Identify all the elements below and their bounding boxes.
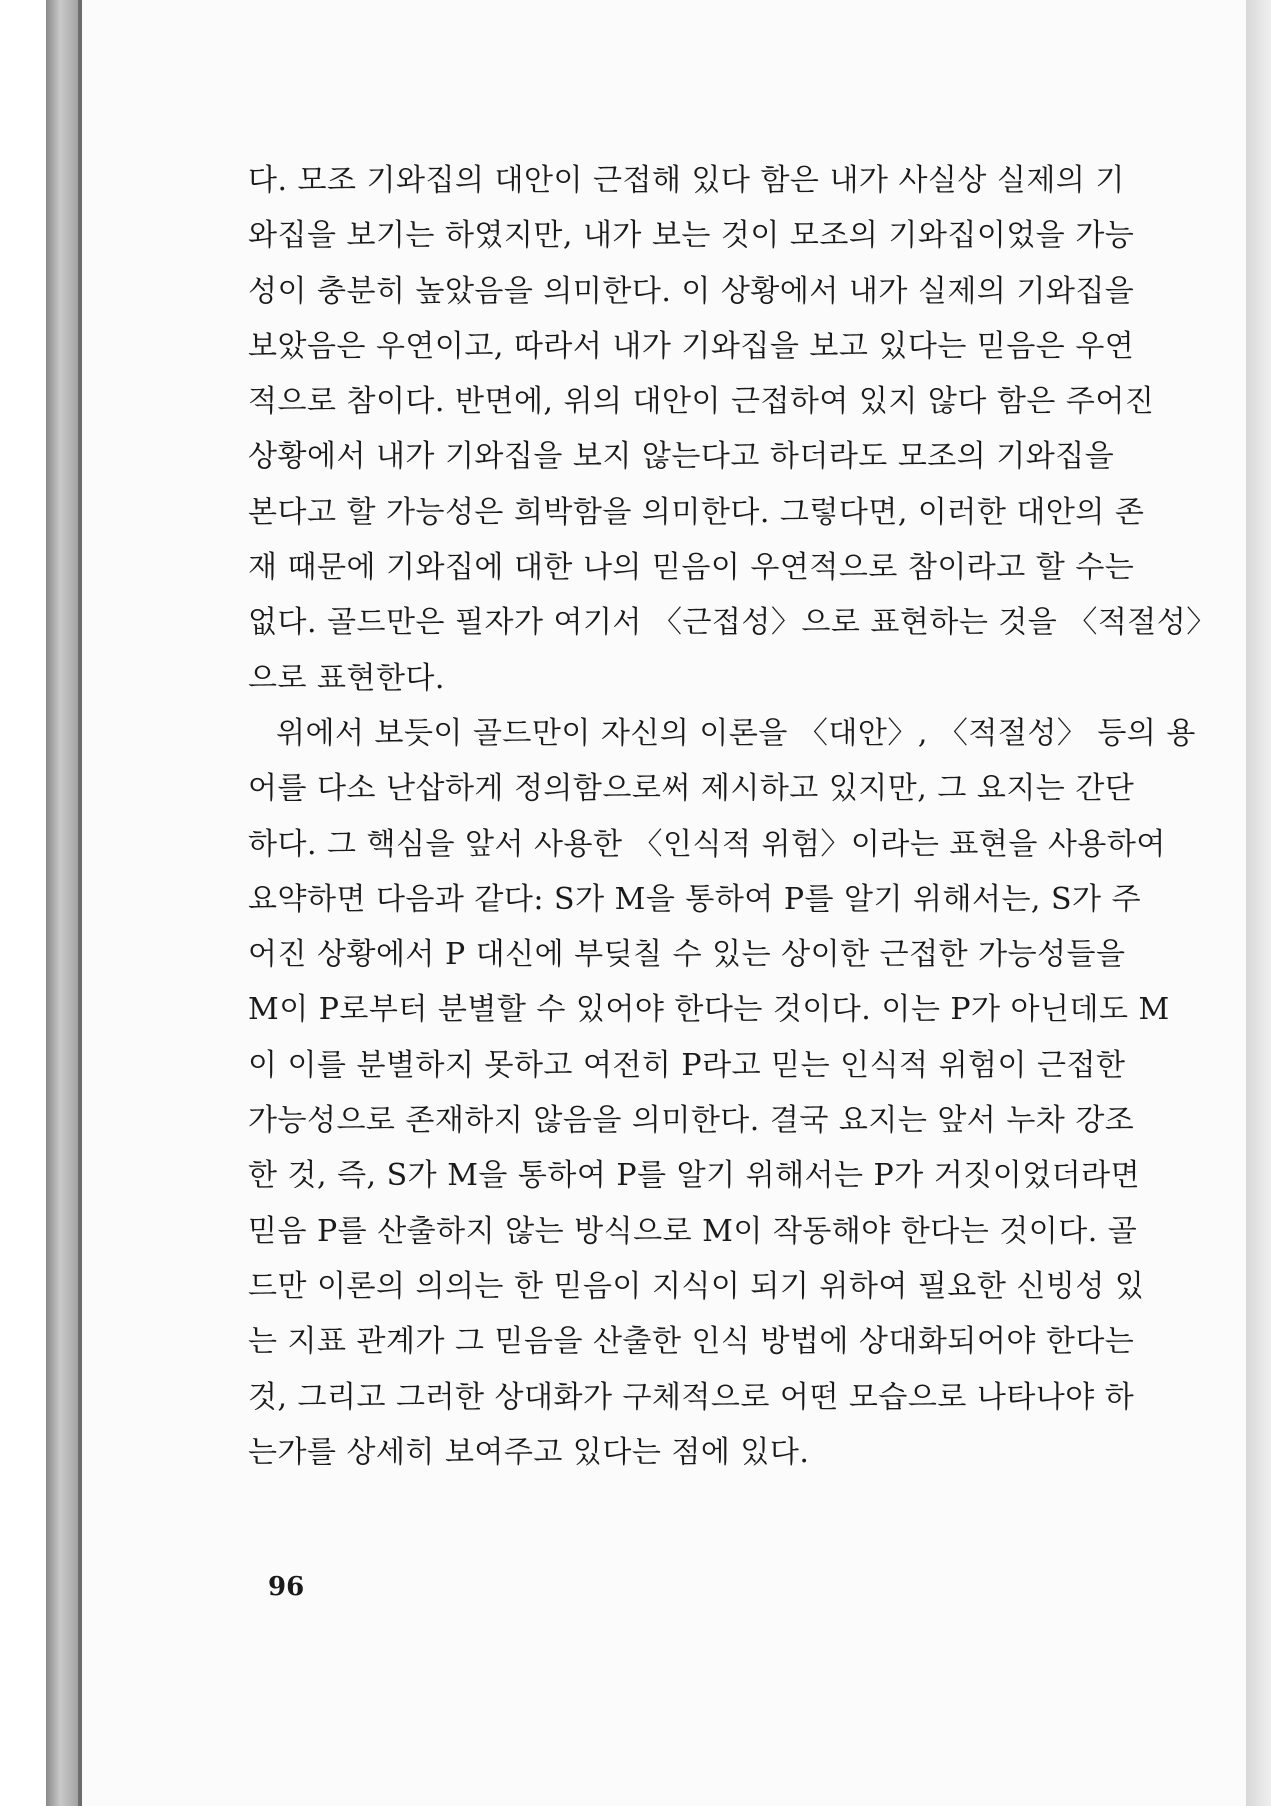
page-number: 96: [268, 1572, 305, 1602]
text-line: 하다. 그 핵심을 앞서 사용한 〈인식적 위험〉이라는 표현을 사용하여: [248, 826, 1166, 862]
text-line: 가능성으로 존재하지 않음을 의미한다. 결국 요지는 앞서 누차 강조: [248, 1103, 1135, 1139]
text-line: 는 지표 관계가 그 믿음을 산출한 인식 방법에 상대화되어야 한다는: [248, 1324, 1135, 1360]
paragraph-2: [248, 706, 1196, 1480]
text-line: 재 때문에 기와집에 대한 나의 믿음이 우연적으로 참이라고 할 수는: [248, 550, 1135, 586]
text-line: 상황에서 내가 기와집을 보지 않는다고 하더라도 모조의 기와집을: [248, 439, 1115, 475]
text-line: 없다. 골드만은 필자가 여기서 〈근접성〉으로 표현하는 것을 〈적절성〉: [248, 605, 1217, 641]
text-line: 본다고 할 가능성은 희박함을 의미한다. 그렇다면, 이러한 대안의 존: [248, 494, 1145, 530]
text-line: 보았음은 우연이고, 따라서 내가 기와집을 보고 있다는 믿음은 우연: [248, 328, 1135, 364]
text-line: M이 P로부터 분별할 수 있어야 한다는 것이다. 이는 P가 아닌데도 M: [248, 992, 1170, 1028]
body-text: [248, 153, 1217, 1480]
text-line: 와집을 보기는 하였지만, 내가 보는 것이 모조의 기와집이었을 가능: [248, 218, 1135, 254]
text-line: 요약하면 다음과 같다: S가 M을 통하여 P를 알기 위해서는, S가 주: [248, 881, 1142, 917]
page-right-edge: [1246, 0, 1271, 1806]
book-spine-shadow: [46, 0, 78, 1806]
text-line: 것, 그리고 그러한 상대화가 구체적으로 어떤 모습으로 나타나야 하: [248, 1379, 1135, 1415]
text-line: 는가를 상세히 보여주고 있다는 점에 있다.: [248, 1434, 810, 1470]
text-line: 어진 상황에서 P 대신에 부딪칠 수 있는 상이한 근접한 가능성들을: [248, 937, 1126, 973]
text-line: 적으로 참이다. 반면에, 위의 대안이 근접하여 있지 않다 함은 주어진: [248, 384, 1155, 420]
text-line: 한 것, 즉, S가 M을 통하여 P를 알기 위해서는 P가 거짓이었더라면: [248, 1158, 1141, 1194]
text-line: 위에서 보듯이 골드만이 자신의 이론을 〈대안〉, 〈적절성〉 등의 용: [276, 715, 1196, 751]
text-line: 드만 이론의 의의는 한 믿음이 지식이 되기 위하여 필요한 신빙성 있: [248, 1268, 1145, 1304]
text-line: 어를 다소 난삽하게 정의함으로써 제시하고 있지만, 그 요지는 간단: [248, 771, 1135, 807]
text-line: 으로 표현한다.: [248, 660, 445, 696]
paragraph-1: [248, 153, 1217, 706]
text-line: 성이 충분히 높았음을 의미한다. 이 상황에서 내가 실제의 기와집을: [248, 273, 1135, 309]
text-line: 이 이를 분별하지 못하고 여전히 P라고 믿는 인식적 위험이 근접한: [248, 1047, 1126, 1083]
text-line: 다. 모조 기와집의 대안이 근접해 있다 함은 내가 사실상 실제의 기: [248, 163, 1125, 198]
text-line: 믿음 P를 산출하지 않는 방식으로 M이 작동해야 한다는 것이다. 골: [248, 1213, 1138, 1249]
